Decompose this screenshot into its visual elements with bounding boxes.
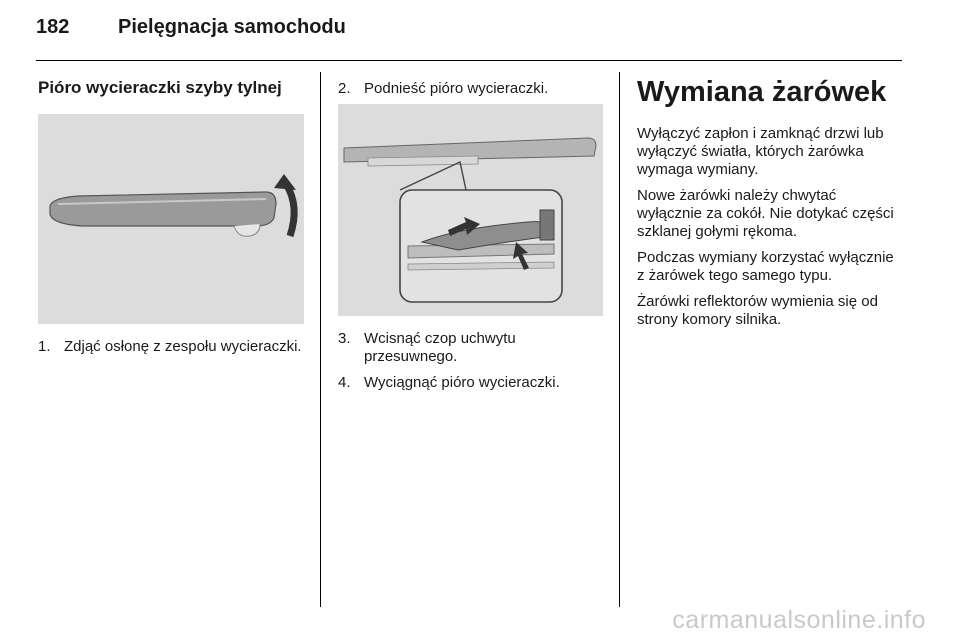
wiper-arm-drawing <box>38 114 304 324</box>
step-number: 4. <box>338 374 351 391</box>
wiper-blade-illustration <box>338 104 603 316</box>
wiper-blade-drawing <box>338 104 603 316</box>
step-1 <box>38 338 304 356</box>
column-divider <box>320 72 321 607</box>
step-4 <box>338 374 603 392</box>
wiper-cover-illustration <box>38 114 304 324</box>
step-text: Wyciągnąć pióro wycieraczki. <box>364 374 560 391</box>
paragraph: Żarówki reflektorów wymienia się od strony komory silnika. <box>637 293 878 328</box>
step-number: 2. <box>338 80 351 97</box>
step-text: Zdjąć osłonę z zespołu wycieraczki. <box>64 338 302 355</box>
paragraph: Podczas wymiany korzystać wyłącznie z żarówek tego samego typu. <box>637 249 894 284</box>
paragraph: Wyłączyć zapłon i zamknąć drzwi lub wyłączyć światła, których żarówka wymaga wymiany. <box>637 125 884 178</box>
watermark: carmanualsonline.info <box>672 606 926 634</box>
page-number: 182 <box>36 16 70 38</box>
chapter-title: Pielęgnacja samochodu <box>118 16 346 38</box>
step-text: Wcisnąć czop uchwytu przesuwnego. <box>364 330 516 365</box>
step-3 <box>338 330 603 366</box>
column-divider <box>619 72 620 607</box>
section-body <box>637 125 905 329</box>
step-number: 1. <box>38 338 51 355</box>
section-title: Pióro wycieraczki szyby tylnej <box>38 78 282 97</box>
step-text: Podnieść pióro wycieraczki. <box>364 80 549 97</box>
paragraph: Nowe żarówki należy chwytać wyłącznie za cokół. Nie dotykać części szklanej gołymi rękoma. <box>637 187 894 240</box>
section-title: Wymiana żarówek <box>637 76 887 108</box>
column-2 <box>338 72 603 392</box>
step-2 <box>338 80 603 98</box>
step-number: 3. <box>338 330 351 347</box>
column-1 <box>38 72 304 356</box>
header-rule <box>36 60 902 61</box>
column-3 <box>637 72 905 337</box>
